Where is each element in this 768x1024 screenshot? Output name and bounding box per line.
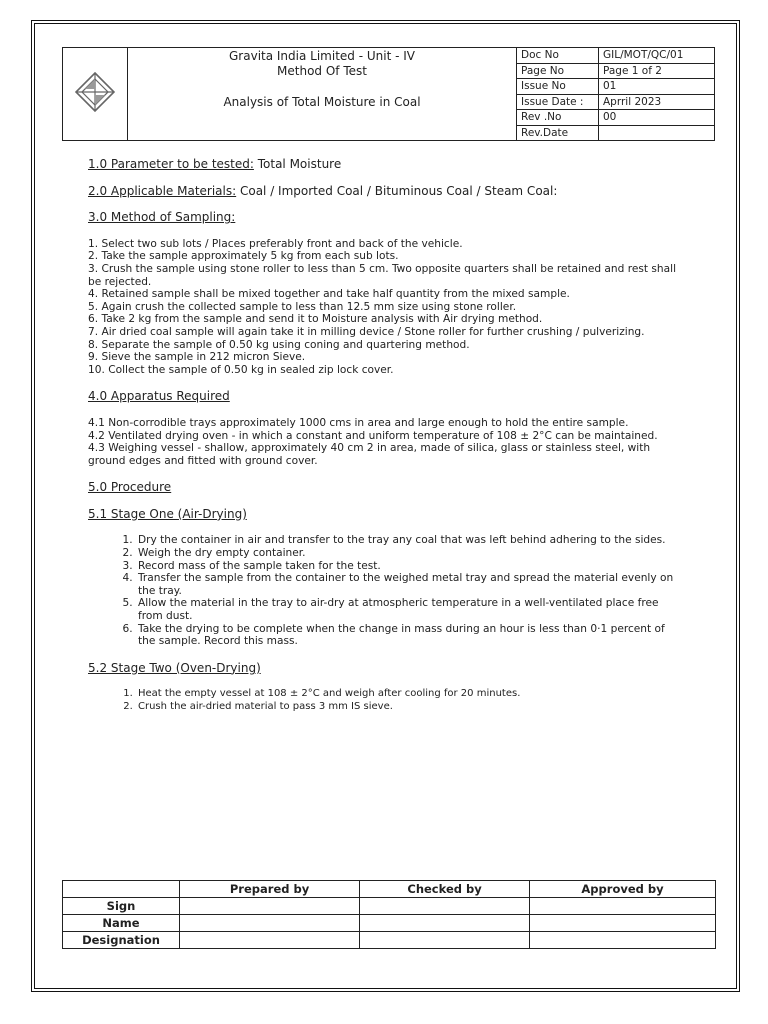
issue-date-label: Issue Date : xyxy=(517,94,599,110)
issue-no-label: Issue No xyxy=(517,79,599,95)
signoff-corner xyxy=(63,881,180,898)
list-item: 6. Take 2 kg from the sample and send it to Moisture analysis with Air drying method. xyxy=(88,313,543,326)
list-item: 5. Again crush the collected sample to less than 12.5 mm size using stone roller. xyxy=(88,300,517,313)
list-item: 4.2 Ventilated drying oven - in which a constant and uniform temperature of 108 ± 2°C can be maintained. xyxy=(88,429,658,442)
prepared-sign-cell xyxy=(180,898,360,915)
list-item: 2. Weigh the dry empty container. xyxy=(136,547,678,560)
checked-by-header: Checked by xyxy=(360,881,530,898)
doc-no-label: Doc No xyxy=(517,48,599,64)
list-item: 6. Take the drying to be complete when the change in mass during an hour is less than 0·1 percent of the sample. Record this mass. xyxy=(136,623,678,648)
list-item: 1. Heat the empty vessel at 108 ± 2°C and weigh after cooling for 20 minutes. xyxy=(136,688,678,701)
list-item: 4.1 Non-corrodible trays approximately 1000 cms in area and large enough to hold the entire sample. xyxy=(88,416,629,429)
section-heading: 3.0 Method of Sampling: xyxy=(88,210,236,225)
sign-row-label: Sign xyxy=(63,898,180,915)
document-header xyxy=(62,47,715,141)
list-item: 2. Crush the air-dried material to pass 3 mm IS sieve. xyxy=(136,701,678,714)
method-title: Method Of Test xyxy=(277,64,367,78)
page-no-value: Page 1 of 2 xyxy=(599,63,715,79)
section-heading: 5.1 Stage One (Air-Drying) xyxy=(88,506,247,521)
analysis-title: Analysis of Total Moisture in Coal xyxy=(223,95,421,109)
section-parameter xyxy=(88,158,678,171)
list-item: 4.3 Weighing vessel - shallow, approximately 40 cm 2 in area, made of silica, glass or stainless steel, with ground edges and fitted with ground cover. xyxy=(88,442,651,467)
list-item: 3. Record mass of the sample taken for the test. xyxy=(136,560,678,573)
section-materials xyxy=(88,185,678,198)
company-logo-cell xyxy=(63,48,128,141)
issue-no-value: 01 xyxy=(599,79,715,95)
document-body xyxy=(88,150,678,714)
list-item: 10. Collect the sample of 0.50 kg in sealed zip lock cover. xyxy=(88,363,394,376)
prepared-by-header: Prepared by xyxy=(180,881,360,898)
rev-date-label: Rev.Date xyxy=(517,125,599,141)
approved-name-cell xyxy=(530,915,716,932)
section-sampling-heading xyxy=(88,211,678,224)
document-title-cell xyxy=(128,48,517,141)
list-item: 4. Transfer the sample from the container to the weighed metal tray and spread the material evenly on the tray. xyxy=(136,572,678,597)
list-item: 3. Crush the sample using stone roller to less than 5 cm. Two opposite quarters shall be retained and rest shall be rejected. xyxy=(88,262,677,288)
list-item: 1. Dry the container in air and transfer to the tray any coal that was left behind adhering to the sides. xyxy=(136,534,678,547)
designation-row-label: Designation xyxy=(63,932,180,949)
rev-no-label: Rev .No xyxy=(517,110,599,126)
signoff-table xyxy=(62,880,716,949)
list-item: 7. Air dried coal sample will again take it in milling device / Stone roller for further crushing / pulverizing. xyxy=(88,325,645,338)
checked-designation-cell xyxy=(360,932,530,949)
section-text: Coal / Imported Coal / Bituminous Coal / Steam Coal: xyxy=(236,183,558,198)
section-stage-one-heading xyxy=(88,508,678,521)
list-item: 4. Retained sample shall be mixed together and take half quantity from the mixed sample. xyxy=(88,288,570,301)
apparatus-list xyxy=(88,417,678,467)
rev-date-value xyxy=(599,125,715,141)
name-row-label: Name xyxy=(63,915,180,932)
approved-designation-cell xyxy=(530,932,716,949)
sampling-list xyxy=(88,238,678,377)
section-stage-two-heading xyxy=(88,662,678,675)
prepared-designation-cell xyxy=(180,932,360,949)
list-item: 9. Sieve the sample in 212 micron Sieve. xyxy=(88,351,306,364)
checked-name-cell xyxy=(360,915,530,932)
stage-two-list xyxy=(88,688,678,713)
section-procedure-heading xyxy=(88,481,678,494)
stage-one-list xyxy=(88,534,678,647)
section-heading: 5.2 Stage Two (Oven-Drying) xyxy=(88,660,261,675)
rev-no-value: 00 xyxy=(599,110,715,126)
company-logo-icon xyxy=(75,72,115,112)
section-text: Total Moisture xyxy=(253,157,342,171)
list-item: 8. Separate the sample of 0.50 kg using coning and quartering method. xyxy=(88,338,470,351)
section-heading: 2.0 Applicable Materials: xyxy=(88,183,237,198)
company-name: Gravita India Limited - Unit - IV xyxy=(229,49,415,63)
section-heading: 1.0 Parameter to be tested: xyxy=(88,157,254,171)
section-apparatus-heading xyxy=(88,390,678,403)
approved-by-header: Approved by xyxy=(530,881,716,898)
section-heading: 5.0 Procedure xyxy=(88,480,172,495)
list-item: 2. Take the sample approximately 5 kg from each sub lots. xyxy=(88,250,399,263)
list-item: 5. Allow the material in the tray to air-dry at atmospheric temperature in a well-ventilated place free from dust. xyxy=(136,597,678,622)
checked-sign-cell xyxy=(360,898,530,915)
doc-no-value: GIL/MOT/QC/01 xyxy=(599,48,715,64)
prepared-name-cell xyxy=(180,915,360,932)
section-heading: 4.0 Apparatus Required xyxy=(88,389,230,404)
approved-sign-cell xyxy=(530,898,716,915)
page-no-label: Page No xyxy=(517,63,599,79)
issue-date-value: Aprril 2023 xyxy=(599,94,715,110)
list-item: 1. Select two sub lots / Places preferably front and back of the vehicle. xyxy=(88,237,463,250)
